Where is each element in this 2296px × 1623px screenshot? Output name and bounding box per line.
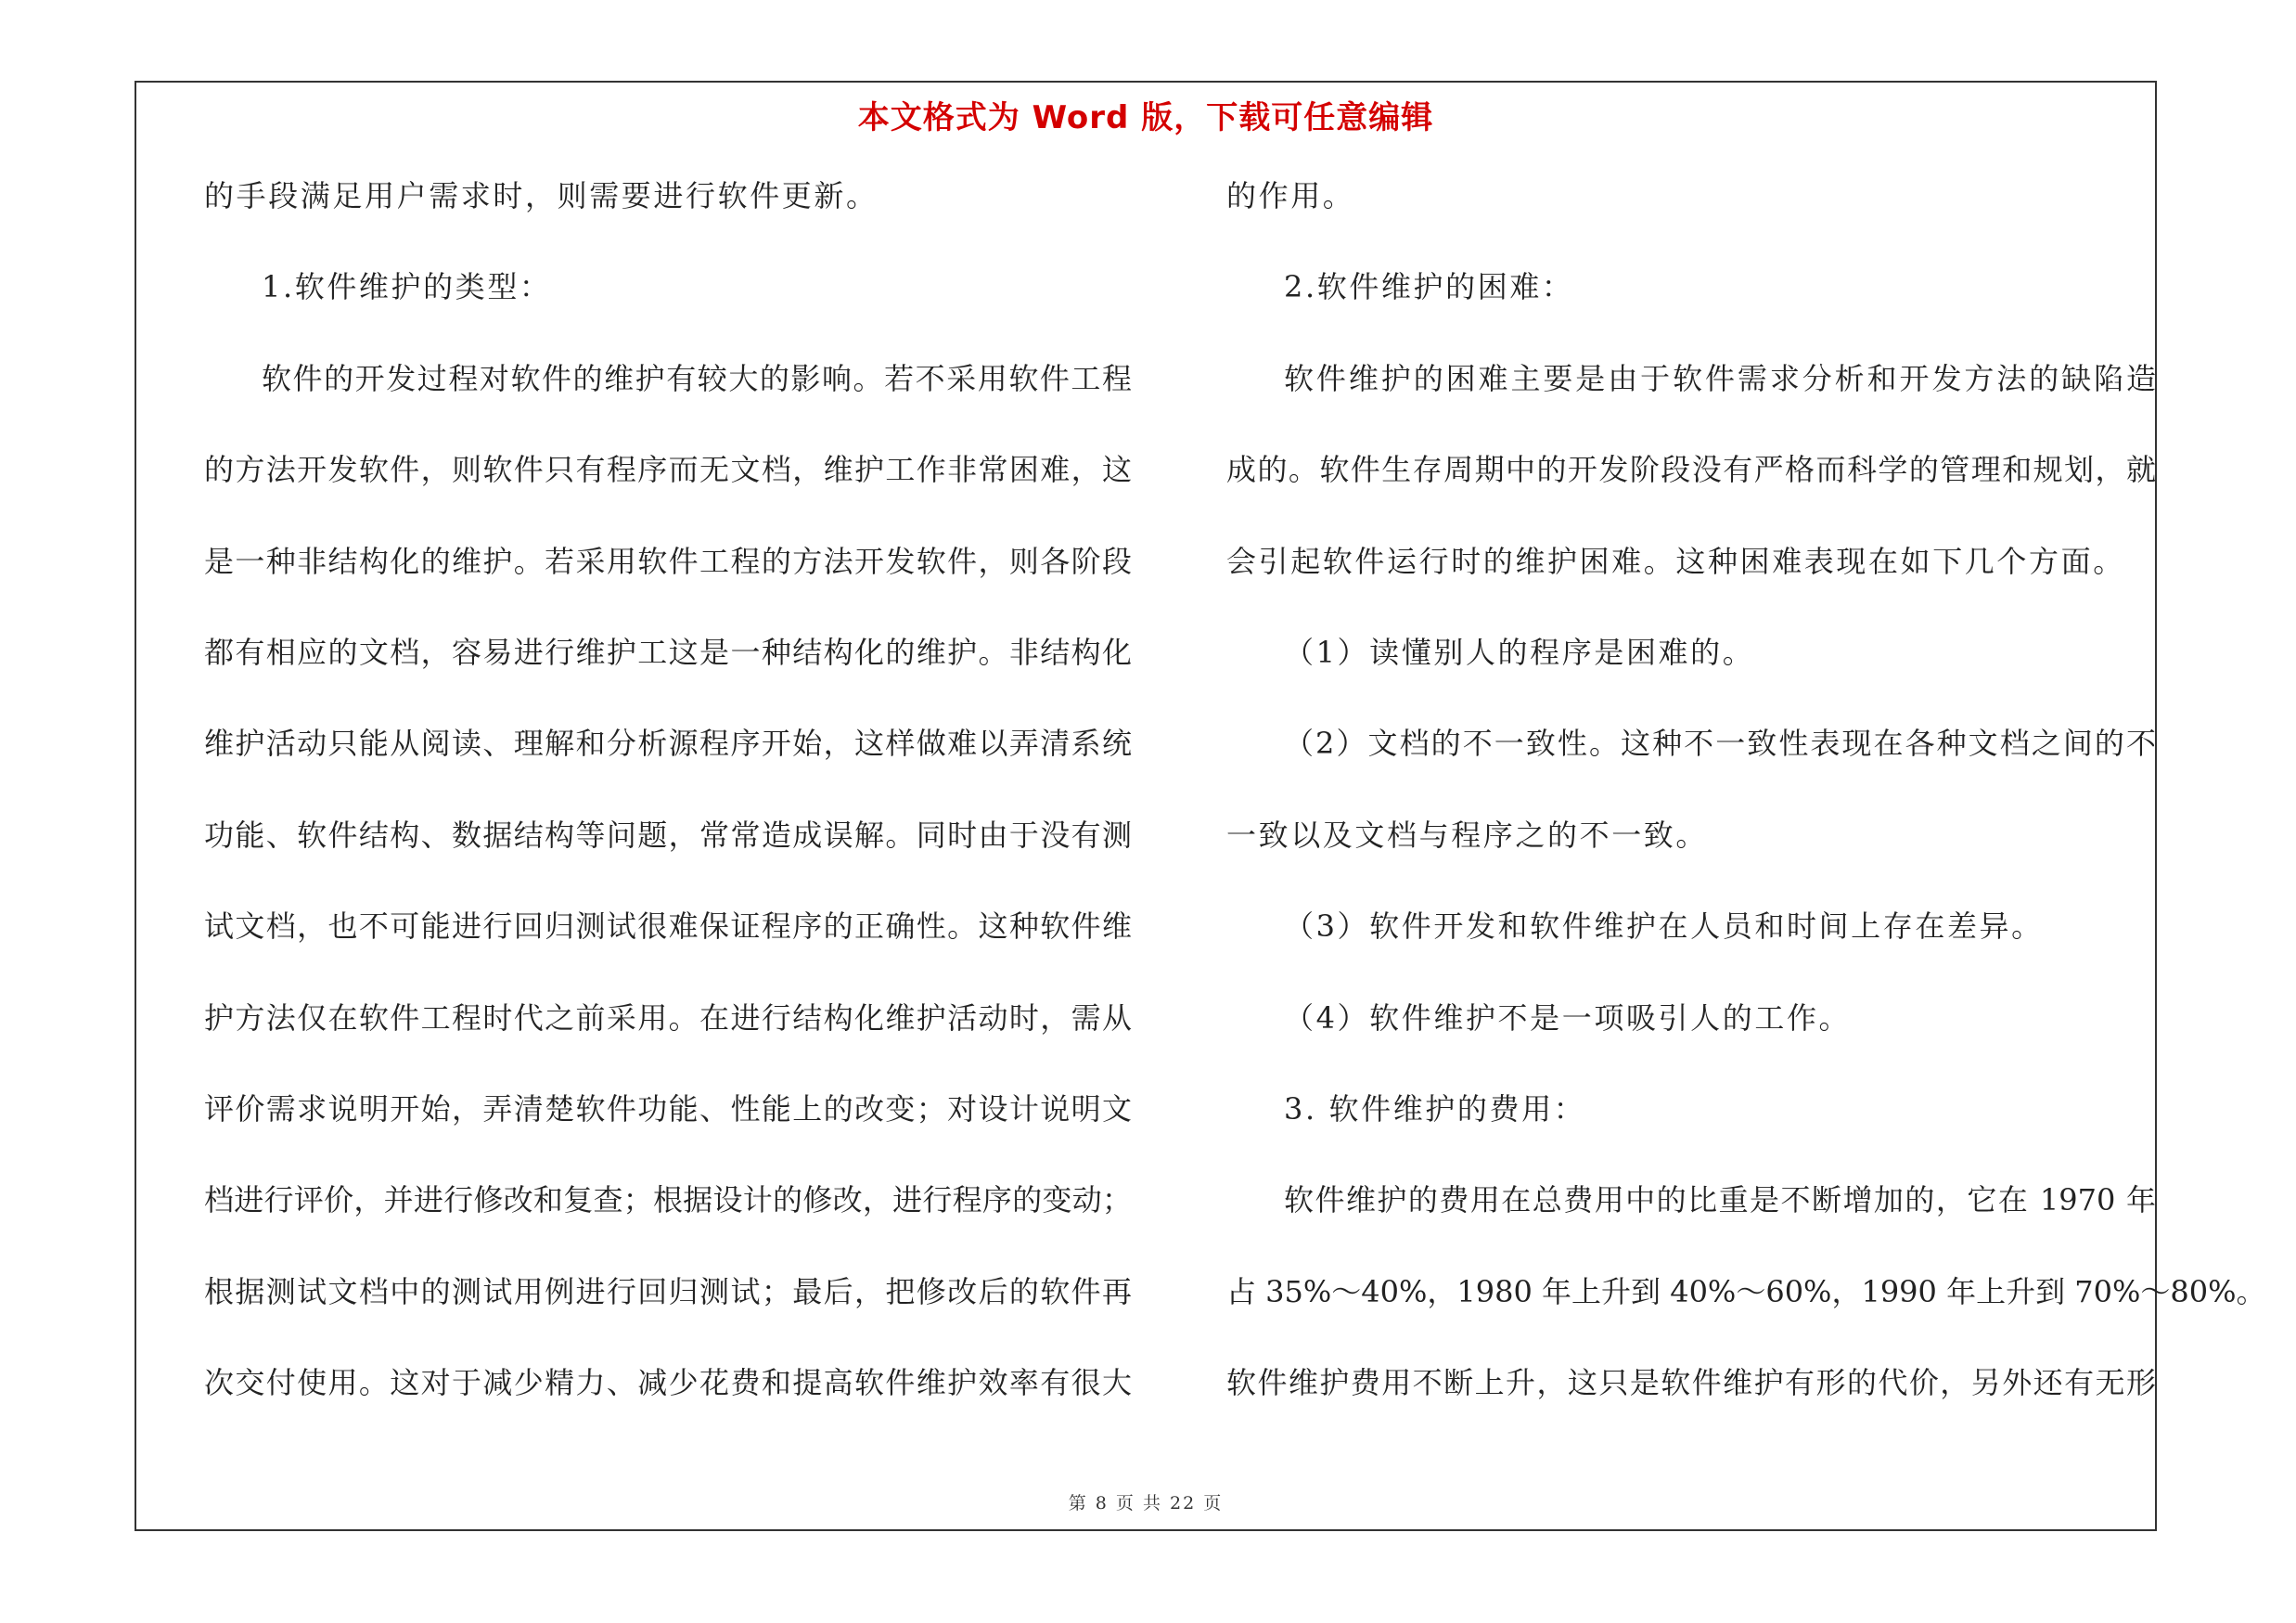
paragraph-line: 成的。软件生存周期中的开发阶段没有严格而科学的管理和规划，就 xyxy=(1226,452,2156,488)
paragraph-line: 根据测试文档中的测试用例进行回归测试；最后，把修改后的软件再 xyxy=(204,1273,1132,1309)
left-text-column xyxy=(204,178,1132,1459)
section-heading-maintenance-costs: 3. 软件维护的费用： xyxy=(1284,1090,1586,1127)
paragraph-line: 维护活动只能从阅读、理解和分析源程序开始，这样做难以弄清系统 xyxy=(204,726,1132,762)
right-text-column xyxy=(1226,178,2266,1459)
paragraph-line: 档进行评价，并进行修改和复查；根据设计的修改，进行程序的变动； xyxy=(204,1182,1132,1218)
paragraph-line: 评价需求说明开始，弄清楚软件功能、性能上的改变；对设计说明文 xyxy=(204,1090,1132,1127)
list-item-difficulty-4: （4）软件维护不是一项吸引人的工作。 xyxy=(1284,999,1852,1036)
paragraph-line: 的作用。 xyxy=(1226,178,1355,213)
list-item-difficulty-1: （1）读懂别人的程序是困难的。 xyxy=(1284,634,1755,670)
paragraph-line: 次交付使用。这对于减少精力、减少花费和提高软件维护效率有很大 xyxy=(204,1365,1132,1401)
paragraph-line: 占 35%～40%，1980 年上升到 40%～60%，1990 年上升到 70%～80%。 xyxy=(1226,1273,2266,1309)
paragraph-line: 软件维护的困难主要是由于软件需求分析和开发方法的缺陷造 xyxy=(1284,360,2156,396)
paragraph-line: 软件的开发过程对软件的维护有较大的影响。若不采用软件工程 xyxy=(262,360,1132,396)
paragraph-line: 功能、软件结构、数据结构等问题，常常造成误解。同时由于没有测 xyxy=(204,817,1132,853)
header-banner: 本文格式为 Word 版，下载可任意编辑 xyxy=(857,99,1434,136)
paragraph-line: 的方法开发软件，则软件只有程序而无文档，维护工作非常困难，这 xyxy=(204,452,1132,488)
paragraph-line: 会引起软件运行时的维护困难。这种困难表现在如下几个方面。 xyxy=(1226,543,2125,579)
section-heading-maintenance-difficulties: 2.软件维护的困难： xyxy=(1284,269,1574,305)
paragraph-line: 是一种非结构化的维护。若采用软件工程的方法开发软件，则各阶段 xyxy=(204,543,1132,579)
paragraph-line: 都有相应的文档，容易进行维护工这是一种结构化的维护。非结构化 xyxy=(204,634,1132,670)
section-heading-maintenance-types: 1.软件维护的类型： xyxy=(262,269,552,305)
paragraph-line: 的手段满足用户需求时，则需要进行软件更新。 xyxy=(204,178,879,213)
page-number-footer: 第 8 页 共 22 页 xyxy=(1068,1493,1224,1514)
paragraph-line: 护方法仅在软件工程时代之前采用。在进行结构化维护活动时，需从 xyxy=(204,999,1132,1036)
paragraph-line: 试文档，也不可能进行回归测试很难保证程序的正确性。这种软件维 xyxy=(204,908,1132,945)
paragraph-line: 一致以及文档与程序之的不一致。 xyxy=(1226,817,1709,853)
paragraph-line: 软件维护的费用在总费用中的比重是不断增加的，它在 1970 年 xyxy=(1284,1182,2156,1218)
list-item-difficulty-3: （3）软件开发和软件维护在人员和时间上存在差异。 xyxy=(1284,908,2044,945)
paragraph-line: 软件维护费用不断上升，这只是软件维护有形的代价，另外还有无形 xyxy=(1226,1365,2156,1401)
list-item-difficulty-2: （2）文档的不一致性。这种不一致性表现在各种文档之间的不 xyxy=(1284,726,2156,762)
